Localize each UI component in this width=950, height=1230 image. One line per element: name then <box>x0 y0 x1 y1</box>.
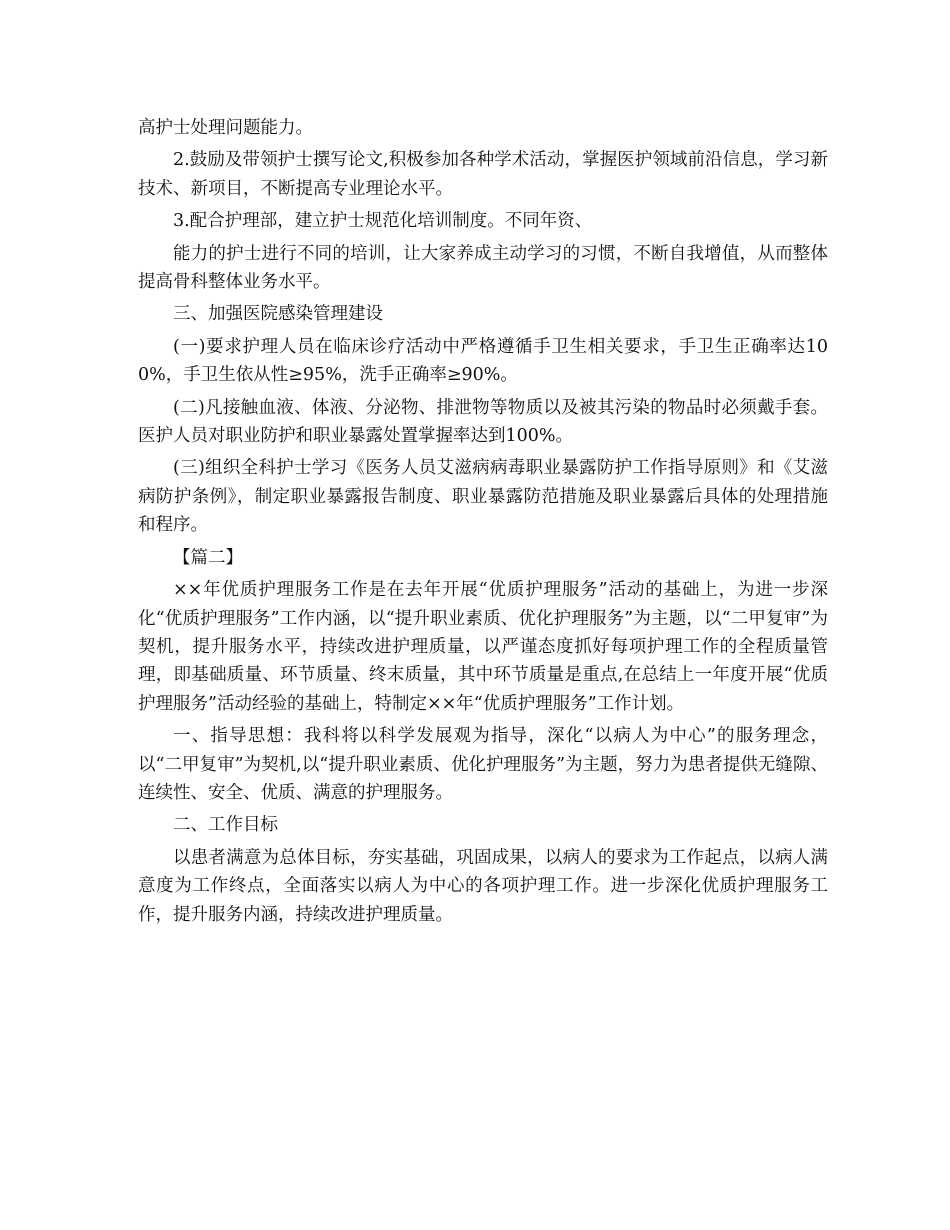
paragraph-4: 能力的护士进行不同的培训，让大家养成主动学习的习惯，不断自我增值，从而整体提高骨科整体业务水平。 <box>138 243 828 293</box>
document-body <box>138 114 828 933</box>
paragraph-1: 高护士处理问题能力。 <box>138 118 313 138</box>
paragraph-5: (一)要求护理人员在临床诊疗活动中严格遵循手卫生相关要求，手卫生正确率达100%，手卫生依从性≥95%，洗手正确率≥90%。 <box>138 336 828 386</box>
paragraph-2: 2.鼓励及带领护士撰写论文,积极参加各种学术活动，掌握医护领域前沿信息，学习新技术、新项目，不断提高专业理论水平。 <box>138 150 828 199</box>
paragraph-3: 3.配合护理部，建立护士规范化培训制度。不同年资、 <box>173 211 593 232</box>
paragraph-8: ××年优质护理服务工作是在去年开展“优质护理服务”活动的基础上，为进一步深化“优质护理服务”工作内涵，以“提升职业素质、优化护理服务”为主题，以“二甲复审”为契机，提升服务水平，持续改进护理质量，以严谨态度抓好每项护理工作的全程质量管理，即基础质量、环节质量、终末质量，其中环节质量是重点,在总结上一年度开展“优质护理服务”活动经验的基础上，特制定××年“优质护理服务”工作计划。 <box>138 580 828 714</box>
paragraph-7: (三)组织全科护士学习《医务人员艾滋病病毒职业暴露防护工作指导原则》和《艾滋病防护条例》，制定职业暴露报告制度、职业暴露防范措施及职业暴露后具体的处理措施和程序。 <box>138 458 828 536</box>
paragraph-9: 一、指导思想：我科将以科学发展观为指导，深化“以病人为中心”的服务理念，以“二甲复审”为契机,以“提升职业素质、优化护理服务”为主题，努力为患者提供无缝隙、连续性、安全、优质、满意的护理服务。 <box>138 726 828 803</box>
part-two-heading: 【篇二】 <box>173 547 243 568</box>
paragraph-10: 以患者满意为总体目标，夯实基础，巩固成果，以病人的要求为工作起点，以病人满意度为工作终点，全面落实以病人为中心的各项护理工作。进一步深化优质护理服务工作，提升服务内涵，持续改进护理质量。 <box>138 847 828 925</box>
section-heading-work-goals: 二、工作目标 <box>173 815 278 836</box>
paragraph-6: (二)凡接触血液、体液、分泌物、排泄物等物质以及被其污染的物品时必须戴手套。医护人员对职业防护和职业暴露处置掌握率达到100%。 <box>138 397 828 447</box>
section-heading-infection-control: 三、加强医院感染管理建设 <box>173 304 383 325</box>
